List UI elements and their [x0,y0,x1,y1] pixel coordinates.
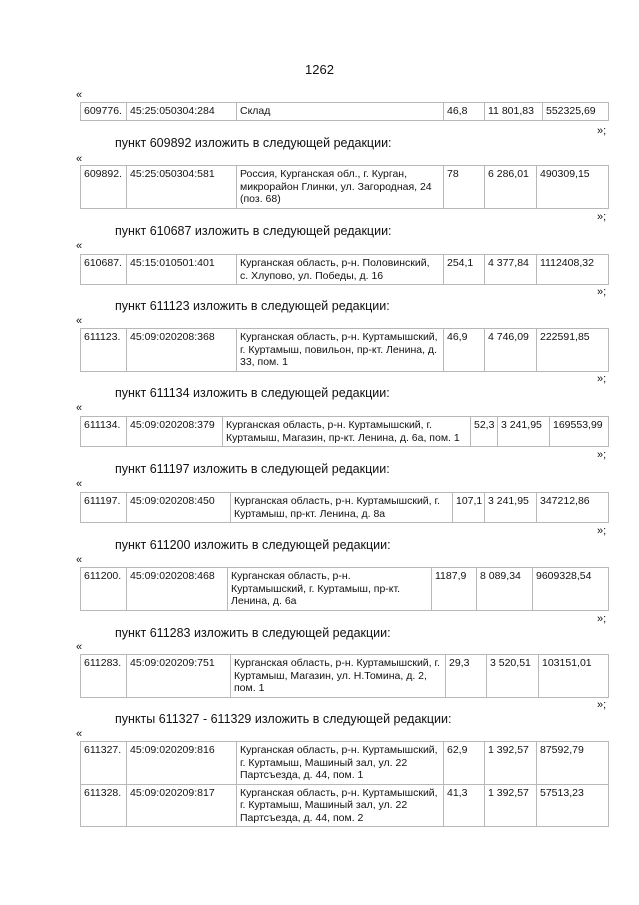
record-table [80,492,609,523]
cadastral-value: 552325,69 [543,103,609,121]
address: Курганская область, р-н. Куртамышский, г. Куртамыш, Магазин, ул. Н.Томина, д. 2, пом. 1 [231,655,446,698]
record-number: 611327. [81,742,127,785]
address: Курганская область, р-н. Куртамышский, г. Куртамыш, пр-кт. Ленина, д. 8а [231,493,453,523]
specific-value: 6 286,01 [485,166,537,209]
specific-value: 11 801,83 [485,103,543,121]
cadastral-number: 45:09:020208:379 [127,417,223,447]
cadastral-number: 45:09:020209:817 [127,784,237,827]
close-quote: »; [597,449,607,461]
record-number: 611283. [81,655,127,698]
record-number: 610687. [81,255,127,285]
close-quote: »; [597,373,607,385]
cadastral-value: 222591,85 [537,329,609,372]
table-row [81,166,609,209]
record-table [80,328,609,372]
open-quote: « [76,240,83,252]
cadastral-number: 45:25:050304:581 [127,166,237,209]
address: Курганская область, р-н. Куртамышский, г. Куртамыш, Машиный зал, ул. 22 Партсъезда, д. 44, пом. 1 [237,742,444,785]
address: Склад [237,103,444,121]
address: Курганская область, р-н. Куртамышский, г. Куртамыш, пр-кт. Ленина, д. 6а [228,568,432,611]
open-quote: « [76,153,83,165]
record-table [80,741,609,827]
table-row [81,417,609,447]
area: 46,9 [444,329,485,372]
open-quote: « [76,89,83,101]
page-number: 1262 [305,62,334,77]
cadastral-number: 45:09:020209:816 [127,742,237,785]
close-quote: »; [597,211,607,223]
open-quote: « [76,554,83,566]
record-number: 611123. [81,329,127,372]
specific-value: 4 746,09 [485,329,537,372]
specific-value: 3 520,51 [487,655,539,698]
cadastral-number: 45:25:050304:284 [127,103,237,121]
close-quote: »; [597,525,607,537]
close-quote: »; [597,613,607,625]
specific-value: 4 377,84 [485,255,537,285]
area: 1187,9 [432,568,477,611]
instruction-text: пункт 611200 изложить в следующей редакции: [115,538,391,552]
instruction-text: пункт 611197 изложить в следующей редакции: [115,462,390,476]
cadastral-number: 45:09:020209:751 [127,655,231,698]
specific-value: 1 392,57 [485,742,537,785]
open-quote: « [76,641,83,653]
area: 62,9 [444,742,485,785]
record-number: 611134. [81,417,127,447]
instruction-text: пункт 609892 изложить в следующей редакции: [115,136,392,150]
area: 107,1 [453,493,485,523]
specific-value: 3 241,95 [485,493,537,523]
open-quote: « [76,315,83,327]
record-number: 611200. [81,568,127,611]
record-table [80,567,609,611]
instruction-text: пункт 611134 изложить в следующей редакции: [115,386,390,400]
cadastral-number: 45:09:020208:450 [127,493,231,523]
area: 46,8 [444,103,485,121]
specific-value: 3 241,95 [498,417,550,447]
cadastral-number: 45:09:020208:368 [127,329,237,372]
cadastral-value: 103151,01 [539,655,609,698]
cadastral-value: 87592,79 [537,742,609,785]
record-number: 609892. [81,166,127,209]
cadastral-value: 57513,23 [537,784,609,827]
area: 41,3 [444,784,485,827]
record-number: 609776. [81,103,127,121]
open-quote: « [76,402,83,414]
address: Россия, Курганская обл., г. Курган, микрорайон Глинки, ул. Загородная, 24 (поз. 68) [237,166,444,209]
table-row [81,493,609,523]
cadastral-number: 45:09:020208:468 [127,568,228,611]
cadastral-value: 490309,15 [537,166,609,209]
instruction-text: пункт 611123 изложить в следующей редакции: [115,299,390,313]
table-row [81,329,609,372]
record-number: 611328. [81,784,127,827]
table-row [81,255,609,285]
address: Курганская область, р-н. Куртамышский, г. Куртамыш, Машиный зал, ул. 22 Партсъезда, д. 44, пом. 2 [237,784,444,827]
open-quote: « [76,728,83,740]
address: Курганская область, р-н. Половинский, с. Хлупово, ул. Победы, д. 16 [237,255,444,285]
close-quote: »; [597,125,607,137]
record-table [80,254,609,285]
table-row [81,742,609,785]
area: 29,3 [446,655,487,698]
cadastral-value: 9609328,54 [533,568,609,611]
close-quote: »; [597,699,607,711]
table-row [81,784,609,827]
cadastral-number: 45:15:010501:401 [127,255,237,285]
instruction-text: пункт 611283 изложить в следующей редакции: [115,626,391,640]
table-row [81,655,609,698]
cadastral-value: 1112408,32 [537,255,609,285]
address: Курганская область, р-н. Куртамышский, г. Куртамыш, повильон, пр-кт. Ленина, д. 33, пом. 1 [237,329,444,372]
table-row [81,568,609,611]
cadastral-value: 347212,86 [537,493,609,523]
record-table [80,102,609,121]
record-table [80,416,609,447]
address: Курганская область, р-н. Куртамышский, г. Куртамыш, Магазин, пр-кт. Ленина, д. 6а, пом. 1 [223,417,471,447]
record-number: 611197. [81,493,127,523]
specific-value: 8 089,34 [477,568,533,611]
area: 254,1 [444,255,485,285]
instruction-text: пункты 611327 - 611329 изложить в следующей редакции: [115,712,452,726]
record-table [80,654,609,698]
area: 78 [444,166,485,209]
area: 52,3 [471,417,498,447]
close-quote: »; [597,286,607,298]
open-quote: « [76,478,83,490]
specific-value: 1 392,57 [485,784,537,827]
cadastral-value: 169553,99 [550,417,609,447]
table-row [81,103,609,121]
instruction-text: пункт 610687 изложить в следующей редакции: [115,224,392,238]
record-table [80,165,609,209]
